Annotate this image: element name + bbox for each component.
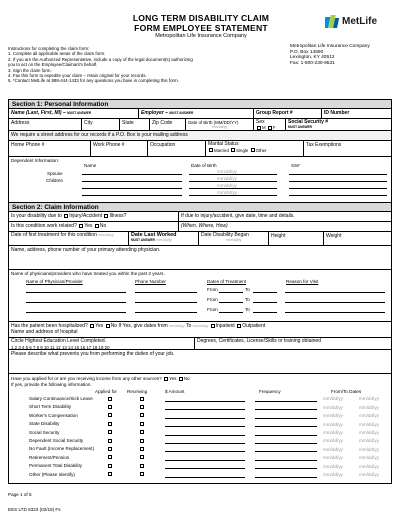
provider-name-line[interactable] bbox=[26, 292, 126, 293]
income-sources-block bbox=[9, 374, 391, 483]
height-field[interactable] bbox=[269, 232, 324, 245]
dob-label: Date of Birth (MM/DD/YY) bbox=[188, 120, 239, 125]
work-phone-field[interactable] bbox=[91, 141, 148, 156]
injury-label: Injury/Accident bbox=[69, 213, 103, 219]
must-answer-label: MUST ANSWER bbox=[67, 111, 92, 115]
employer-field[interactable] bbox=[139, 109, 254, 118]
receiving-checkbox[interactable] bbox=[140, 413, 144, 417]
income-source-label: Permanent Total Disability bbox=[29, 463, 83, 469]
id-number-field[interactable] bbox=[322, 109, 391, 118]
education-field bbox=[9, 338, 195, 349]
city-field[interactable] bbox=[82, 119, 120, 130]
other-label: Other bbox=[255, 147, 267, 153]
ssn-field[interactable] bbox=[286, 119, 391, 130]
no-label: No bbox=[183, 376, 190, 381]
instruction-line: 4. Fax this form to expedite your claim – retain original for your records. bbox=[8, 73, 147, 79]
other-sources-yes-checkbox[interactable] bbox=[164, 377, 168, 381]
id-number-label: ID Number bbox=[324, 110, 350, 116]
from-date-hint[interactable]: mm/dd/yy bbox=[323, 421, 343, 427]
phone-row bbox=[9, 141, 391, 157]
spouse-name-line[interactable] bbox=[82, 174, 182, 175]
injury-details-label: If due to injury/accident, give date, time and details. bbox=[181, 213, 295, 219]
employer-label: Employer – bbox=[141, 110, 168, 116]
from-date-hint[interactable]: mm/dd/yy bbox=[323, 430, 343, 435]
from-date-hint[interactable]: mm/dd/yy bbox=[323, 438, 343, 444]
applied-checkbox[interactable] bbox=[108, 472, 112, 476]
amount-line[interactable] bbox=[165, 477, 245, 478]
first-treatment-label: Date of first treatment for this condition bbox=[11, 232, 97, 238]
dependent-label: Dependent Information: bbox=[11, 158, 60, 163]
group-report-field[interactable] bbox=[254, 109, 322, 118]
to-date-hint[interactable]: mm/dd/yy bbox=[359, 421, 379, 427]
address-line: P.O. Box 14590 bbox=[290, 49, 324, 55]
injury-checkbox[interactable] bbox=[64, 214, 68, 218]
children-label: Children bbox=[46, 178, 64, 183]
to-date-hint[interactable]: mm/dd/yy bbox=[359, 413, 379, 419]
child-dob-line[interactable] bbox=[189, 188, 277, 189]
receiving-checkbox[interactable] bbox=[140, 472, 144, 476]
outpatient-label: Outpatient bbox=[242, 323, 266, 329]
to-label: To bbox=[245, 307, 250, 312]
date-hint: mm/dd/yy bbox=[192, 324, 209, 328]
injury-details-field[interactable] bbox=[179, 212, 391, 221]
sex-f-checkbox[interactable] bbox=[268, 126, 272, 130]
from-label: From bbox=[207, 297, 218, 302]
disability-began-label: Date Disability Began bbox=[201, 232, 249, 238]
address-line: Metropolitan Life Insurance Company bbox=[290, 44, 370, 49]
other-sources-question bbox=[11, 376, 190, 381]
section-1-header: Section 1: Personal Information bbox=[9, 100, 391, 109]
disability-due-row bbox=[9, 212, 391, 222]
child-ss-line[interactable] bbox=[289, 195, 387, 196]
income-source-label: Dependent Social Security bbox=[29, 438, 84, 443]
yes-label: Yes bbox=[168, 376, 177, 381]
date-hint: mm/dd/yy bbox=[217, 169, 237, 174]
disability-began-field[interactable] bbox=[199, 232, 269, 245]
instruction-line: you to act on the Employee/Claimant's behalf. bbox=[8, 62, 98, 68]
education-row bbox=[9, 338, 391, 350]
logo-text: MetLife bbox=[342, 16, 377, 27]
hospitalized-field bbox=[9, 322, 391, 337]
when-where-label: (When, Where, How) bbox=[181, 223, 228, 229]
to-date-hint[interactable]: mm/dd/yy bbox=[359, 430, 379, 435]
income-source-label: Worker's Compensation bbox=[29, 412, 78, 418]
weight-field[interactable] bbox=[324, 232, 391, 245]
amount-line[interactable] bbox=[165, 451, 245, 452]
prevents-label: Please describe what prevents you from performing the duties of your job. bbox=[11, 351, 175, 357]
child-ss-line[interactable] bbox=[289, 181, 387, 182]
receiving-checkbox[interactable] bbox=[140, 422, 144, 426]
col-amount: $ Amount bbox=[165, 389, 185, 394]
from-date-hint[interactable]: mm/dd/yy bbox=[323, 396, 343, 402]
providers-row bbox=[9, 270, 391, 322]
to-date-line[interactable] bbox=[253, 312, 277, 313]
married-label: Married bbox=[214, 147, 229, 153]
receiving-checkbox[interactable] bbox=[140, 439, 144, 443]
income-source-label: Other (Please Identify) bbox=[29, 471, 75, 477]
address-line: Fax: 1-800-230-9531 bbox=[290, 60, 335, 66]
applied-checkbox[interactable] bbox=[108, 405, 112, 409]
education-levels[interactable]: 1 2 3 4 5 6 7 8 9 10 11 12 13 14 15 16 17 18 19 20 bbox=[11, 344, 110, 350]
dep-ss-header: SS# bbox=[291, 163, 300, 168]
amount-line[interactable] bbox=[165, 401, 245, 402]
provider-phone-line[interactable] bbox=[135, 312, 197, 313]
other-checkbox[interactable] bbox=[251, 148, 255, 152]
child-ss-line[interactable] bbox=[289, 188, 387, 189]
height-label: Height bbox=[271, 233, 286, 239]
applied-checkbox[interactable] bbox=[108, 464, 112, 468]
degrees-label: Degrees, Certificates, License/Skills or training obtained bbox=[197, 338, 321, 344]
to-label: To bbox=[185, 323, 192, 329]
instruction-line: Instructions for completing the claim form: bbox=[8, 46, 90, 51]
form-number: EES LTD 5323 (03/19) Fs bbox=[8, 507, 61, 512]
sex-field bbox=[254, 119, 286, 130]
providers-label: Name of physicians/providers who have treated you within the past 2 years. bbox=[11, 271, 165, 276]
address-row bbox=[9, 119, 391, 131]
instruction-line: 3. Sign the claim form. bbox=[8, 67, 52, 73]
street-notice-row bbox=[9, 131, 391, 141]
other-sources-no-checkbox[interactable] bbox=[179, 377, 183, 381]
spouse-ss-line[interactable] bbox=[289, 174, 387, 175]
frequency-line[interactable] bbox=[255, 418, 317, 419]
outpatient-checkbox[interactable] bbox=[237, 324, 241, 328]
applied-checkbox[interactable] bbox=[108, 439, 112, 443]
name-row bbox=[9, 109, 391, 119]
col-applied: Applied for bbox=[95, 389, 117, 394]
provider-name-line[interactable] bbox=[26, 302, 126, 303]
amount-line[interactable] bbox=[165, 426, 245, 427]
date-hint: mm/dd/yy bbox=[225, 238, 242, 242]
amount-line[interactable] bbox=[165, 409, 245, 410]
hospital-name-label: Name and address of hospital bbox=[11, 329, 78, 335]
dep-dob-header: Date of Birth bbox=[191, 163, 217, 168]
prevents-row bbox=[9, 350, 391, 374]
prevents-field[interactable] bbox=[9, 350, 391, 373]
amount-line[interactable] bbox=[165, 435, 245, 436]
provider-phone-line[interactable] bbox=[135, 302, 197, 303]
degrees-field[interactable] bbox=[195, 338, 391, 349]
child-dob-line[interactable] bbox=[189, 181, 277, 182]
dep-name-header: Name bbox=[84, 163, 97, 168]
address-label: Address bbox=[11, 120, 30, 126]
date-hint: mm/dd/yy bbox=[217, 176, 237, 181]
instruction-line: 2. If you are the Authorized Representative, include a copy of the legal document(s) authorizing bbox=[8, 56, 193, 62]
to-date-hint[interactable]: mm/dd/yy bbox=[359, 463, 379, 469]
state-label: State bbox=[122, 120, 134, 126]
child-name-line[interactable] bbox=[82, 188, 182, 189]
physician-field[interactable] bbox=[9, 246, 391, 269]
col-physician: Name of Physician/Provider bbox=[26, 279, 83, 284]
disability-cause-field bbox=[9, 212, 179, 221]
when-where-field[interactable] bbox=[179, 222, 391, 231]
from-date-hint[interactable]: mm/dd/yy bbox=[323, 446, 343, 452]
from-date-hint[interactable]: mm/dd/yy bbox=[323, 404, 343, 410]
frequency-line[interactable] bbox=[255, 435, 317, 436]
occupation-label: Occupation bbox=[150, 142, 176, 148]
sex-label: Sex bbox=[256, 119, 265, 125]
education-label: Circle Highest Education Level Completed. bbox=[11, 338, 107, 344]
reason-line[interactable] bbox=[285, 292, 385, 293]
to-date-line[interactable] bbox=[253, 302, 277, 303]
metlife-logo bbox=[323, 12, 393, 32]
col-receiving: Receiving bbox=[127, 389, 148, 394]
spouse-label: Spouse bbox=[47, 171, 63, 176]
dependent-info-row bbox=[9, 157, 391, 203]
city-label: City bbox=[84, 120, 93, 126]
hospitalized-label: Has the patient been hospitalized? bbox=[11, 323, 88, 329]
applied-checkbox[interactable] bbox=[108, 447, 112, 451]
income-source-label: Retirement/Pension bbox=[29, 454, 70, 460]
applied-checkbox[interactable] bbox=[108, 413, 112, 417]
income-source-label: Short Term Disability bbox=[29, 404, 72, 410]
single-label: Single bbox=[236, 147, 249, 153]
must-answer-label: MUST ANSWER bbox=[169, 111, 194, 115]
work-related-row bbox=[9, 222, 391, 232]
frequency-line[interactable] bbox=[255, 409, 317, 410]
col-dates: Dates of Treatment bbox=[207, 279, 247, 284]
zip-label: Zip Code bbox=[152, 120, 173, 126]
date-hint: mm/dd/yy bbox=[98, 233, 114, 237]
marital-status-field bbox=[206, 141, 304, 156]
ssn-label: Social Security # bbox=[288, 119, 329, 125]
from-date-line[interactable] bbox=[219, 292, 243, 293]
group-report-label: Group Report # bbox=[256, 110, 293, 116]
must-answer-label: MUST ANSWER bbox=[288, 125, 312, 129]
frequency-line[interactable] bbox=[255, 477, 317, 478]
from-label: From bbox=[207, 287, 218, 292]
to-date-hint[interactable]: mm/dd/yy bbox=[359, 446, 379, 452]
frequency-line[interactable] bbox=[255, 451, 317, 452]
applied-checkbox[interactable] bbox=[108, 430, 112, 434]
last-worked-field[interactable] bbox=[129, 232, 199, 245]
instructions bbox=[8, 46, 288, 84]
from-date-line[interactable] bbox=[219, 312, 243, 313]
if-yes-dates-label: If Yes, give dates from bbox=[118, 323, 168, 329]
income-source-label: Social Security bbox=[29, 429, 60, 435]
spouse-dob-line[interactable] bbox=[189, 174, 277, 175]
child-name-line[interactable] bbox=[82, 195, 182, 196]
home-phone-field[interactable] bbox=[9, 141, 91, 156]
form-title bbox=[95, 14, 307, 33]
yes-label: Yes bbox=[95, 323, 104, 329]
sex-f-label: F bbox=[272, 125, 276, 130]
yes-label: Yes bbox=[84, 223, 93, 229]
dob-hint: mm/dd/yy bbox=[211, 125, 228, 129]
from-date-hint[interactable]: mm/dd/yy bbox=[323, 455, 343, 461]
to-date-hint[interactable]: mm/dd/yy bbox=[359, 472, 379, 477]
occupation-field[interactable] bbox=[148, 141, 206, 156]
sex-m-label: M bbox=[262, 125, 266, 130]
claim-form bbox=[8, 99, 392, 484]
work-related-yes-checkbox[interactable] bbox=[79, 224, 83, 228]
work-related-no-checkbox[interactable] bbox=[95, 224, 99, 228]
col-phone: Phone Number bbox=[135, 279, 166, 284]
amount-line[interactable] bbox=[165, 468, 245, 469]
hospitalized-no-checkbox[interactable] bbox=[106, 324, 110, 328]
from-date-hint[interactable]: mm/dd/yy bbox=[323, 463, 343, 469]
address-line: Lexington, KY 40512 bbox=[290, 55, 335, 61]
instruction-line: 1. Complete all applicable areas of the claim form. bbox=[8, 51, 106, 57]
date-hint: mm/dd/yy bbox=[217, 183, 237, 188]
reason-line[interactable] bbox=[285, 302, 385, 303]
tax-label: Tax Exemptions bbox=[306, 142, 342, 148]
state-field[interactable] bbox=[120, 119, 150, 130]
first-treatment-field[interactable] bbox=[9, 232, 129, 245]
if-yes-info-label: If yes, provide the following information. bbox=[11, 382, 92, 387]
other-sources-label: Have you applied for or are you receiving income from any other sources? bbox=[11, 376, 162, 381]
income-source-label: State Disability bbox=[29, 421, 60, 427]
receiving-checkbox[interactable] bbox=[140, 397, 144, 401]
hospitalized-yes-checkbox[interactable] bbox=[90, 324, 94, 328]
zip-field[interactable] bbox=[150, 119, 186, 130]
marital-label: Marital Status bbox=[208, 141, 239, 147]
tax-exemptions-field[interactable] bbox=[304, 141, 391, 156]
metlife-logo-icon bbox=[325, 14, 341, 30]
from-date-hint[interactable]: mm/dd/yy bbox=[323, 413, 343, 419]
from-date-line[interactable] bbox=[219, 302, 243, 303]
amount-line[interactable] bbox=[165, 443, 245, 444]
name-field[interactable] bbox=[9, 109, 139, 118]
applied-checkbox[interactable] bbox=[108, 455, 112, 459]
receiving-checkbox[interactable] bbox=[140, 455, 144, 459]
receiving-checkbox[interactable] bbox=[140, 430, 144, 434]
income-source-label: No Fault (Income Replacement) bbox=[29, 446, 95, 452]
col-from-to: From/To Dates bbox=[331, 389, 362, 394]
name-label: Name (Last, First, MI) – bbox=[11, 110, 66, 116]
date-hint: mm/dd/yy bbox=[156, 238, 172, 242]
home-phone-label: Home Phone # bbox=[11, 142, 45, 148]
frequency-line[interactable] bbox=[255, 460, 317, 461]
receiving-checkbox[interactable] bbox=[140, 464, 144, 468]
company-name: Metropolitan Life Insurance Company bbox=[155, 33, 247, 39]
from-date-hint[interactable]: mm/dd/yy bbox=[323, 472, 343, 477]
weight-label: Weight bbox=[326, 233, 342, 239]
single-checkbox[interactable] bbox=[231, 148, 235, 152]
income-source-label: Salary Continuance/Sick Leave bbox=[29, 396, 93, 401]
address-field[interactable] bbox=[9, 119, 82, 130]
married-checkbox[interactable] bbox=[209, 148, 213, 152]
illness-checkbox[interactable] bbox=[104, 214, 108, 218]
amount-line[interactable] bbox=[165, 460, 245, 461]
to-date-hint[interactable]: mm/dd/yy bbox=[359, 438, 379, 444]
title-line-1: LONG TERM DISABILITY CLAIM bbox=[132, 13, 270, 23]
inpatient-label: Inpatient bbox=[215, 323, 235, 329]
hospitalized-row bbox=[9, 322, 391, 338]
receiving-checkbox[interactable] bbox=[140, 405, 144, 409]
work-related-field bbox=[9, 222, 179, 231]
treatment-dates-row bbox=[9, 232, 391, 246]
illness-label: Illness? bbox=[109, 213, 127, 219]
date-hint: mm/dd/yy bbox=[169, 324, 185, 328]
to-date-hint[interactable]: mm/dd/yy bbox=[359, 404, 379, 410]
street-notice: We require a street address for our records if a P.O. Box is your mailing address bbox=[11, 132, 188, 138]
physician-row bbox=[9, 246, 391, 270]
amount-line[interactable] bbox=[165, 418, 245, 419]
receiving-checkbox[interactable] bbox=[140, 447, 144, 451]
col-frequency: Frequency bbox=[259, 389, 281, 394]
mailing-address bbox=[290, 44, 370, 66]
from-label: From bbox=[207, 307, 218, 312]
applied-checkbox[interactable] bbox=[108, 397, 112, 401]
last-worked-label: Date Last Worked bbox=[131, 232, 177, 238]
dob-field[interactable] bbox=[186, 119, 254, 130]
date-hint: mm/dd/yy bbox=[217, 190, 237, 195]
page-number: Page 1 of 5 bbox=[8, 492, 32, 497]
frequency-line[interactable] bbox=[255, 401, 317, 402]
frequency-line[interactable] bbox=[255, 426, 317, 427]
provider-phone-line[interactable] bbox=[135, 292, 197, 293]
disability-due-label: Is your disability due to bbox=[11, 213, 62, 219]
to-date-line[interactable] bbox=[253, 292, 277, 293]
section-2-header: Section 2: Claim Information bbox=[9, 203, 391, 212]
child-name-line[interactable] bbox=[82, 181, 182, 182]
to-label: To bbox=[245, 287, 250, 292]
to-label: To bbox=[245, 297, 250, 302]
frequency-line[interactable] bbox=[255, 443, 317, 444]
title-line-2: FORM EMPLOYEE STATEMENT bbox=[134, 22, 268, 33]
work-phone-label: Work Phone # bbox=[93, 142, 125, 148]
provider-name-line[interactable] bbox=[26, 312, 126, 313]
col-reason: Reason for Visit bbox=[286, 279, 319, 284]
to-date-hint[interactable]: mm/dd/yy bbox=[359, 455, 379, 461]
instruction-line: 5. *Contact MetLife at 888-444-1433 for any questions you have in completing this form. bbox=[8, 78, 179, 84]
must-answer-label: MUST ANSWER bbox=[131, 238, 155, 242]
child-dob-line[interactable] bbox=[189, 195, 277, 196]
physician-label: Name, address, phone number of your primary attending physician. bbox=[11, 247, 161, 253]
to-date-hint[interactable]: mm/dd/yy bbox=[359, 396, 379, 402]
no-label: No bbox=[110, 323, 118, 329]
inpatient-checkbox[interactable] bbox=[211, 324, 215, 328]
frequency-line[interactable] bbox=[255, 468, 317, 469]
no-label: No bbox=[99, 223, 107, 229]
sex-m-checkbox[interactable] bbox=[257, 126, 261, 130]
applied-checkbox[interactable] bbox=[108, 422, 112, 426]
reason-line[interactable] bbox=[285, 312, 385, 313]
work-related-label: Is this condition work related? bbox=[11, 223, 77, 229]
